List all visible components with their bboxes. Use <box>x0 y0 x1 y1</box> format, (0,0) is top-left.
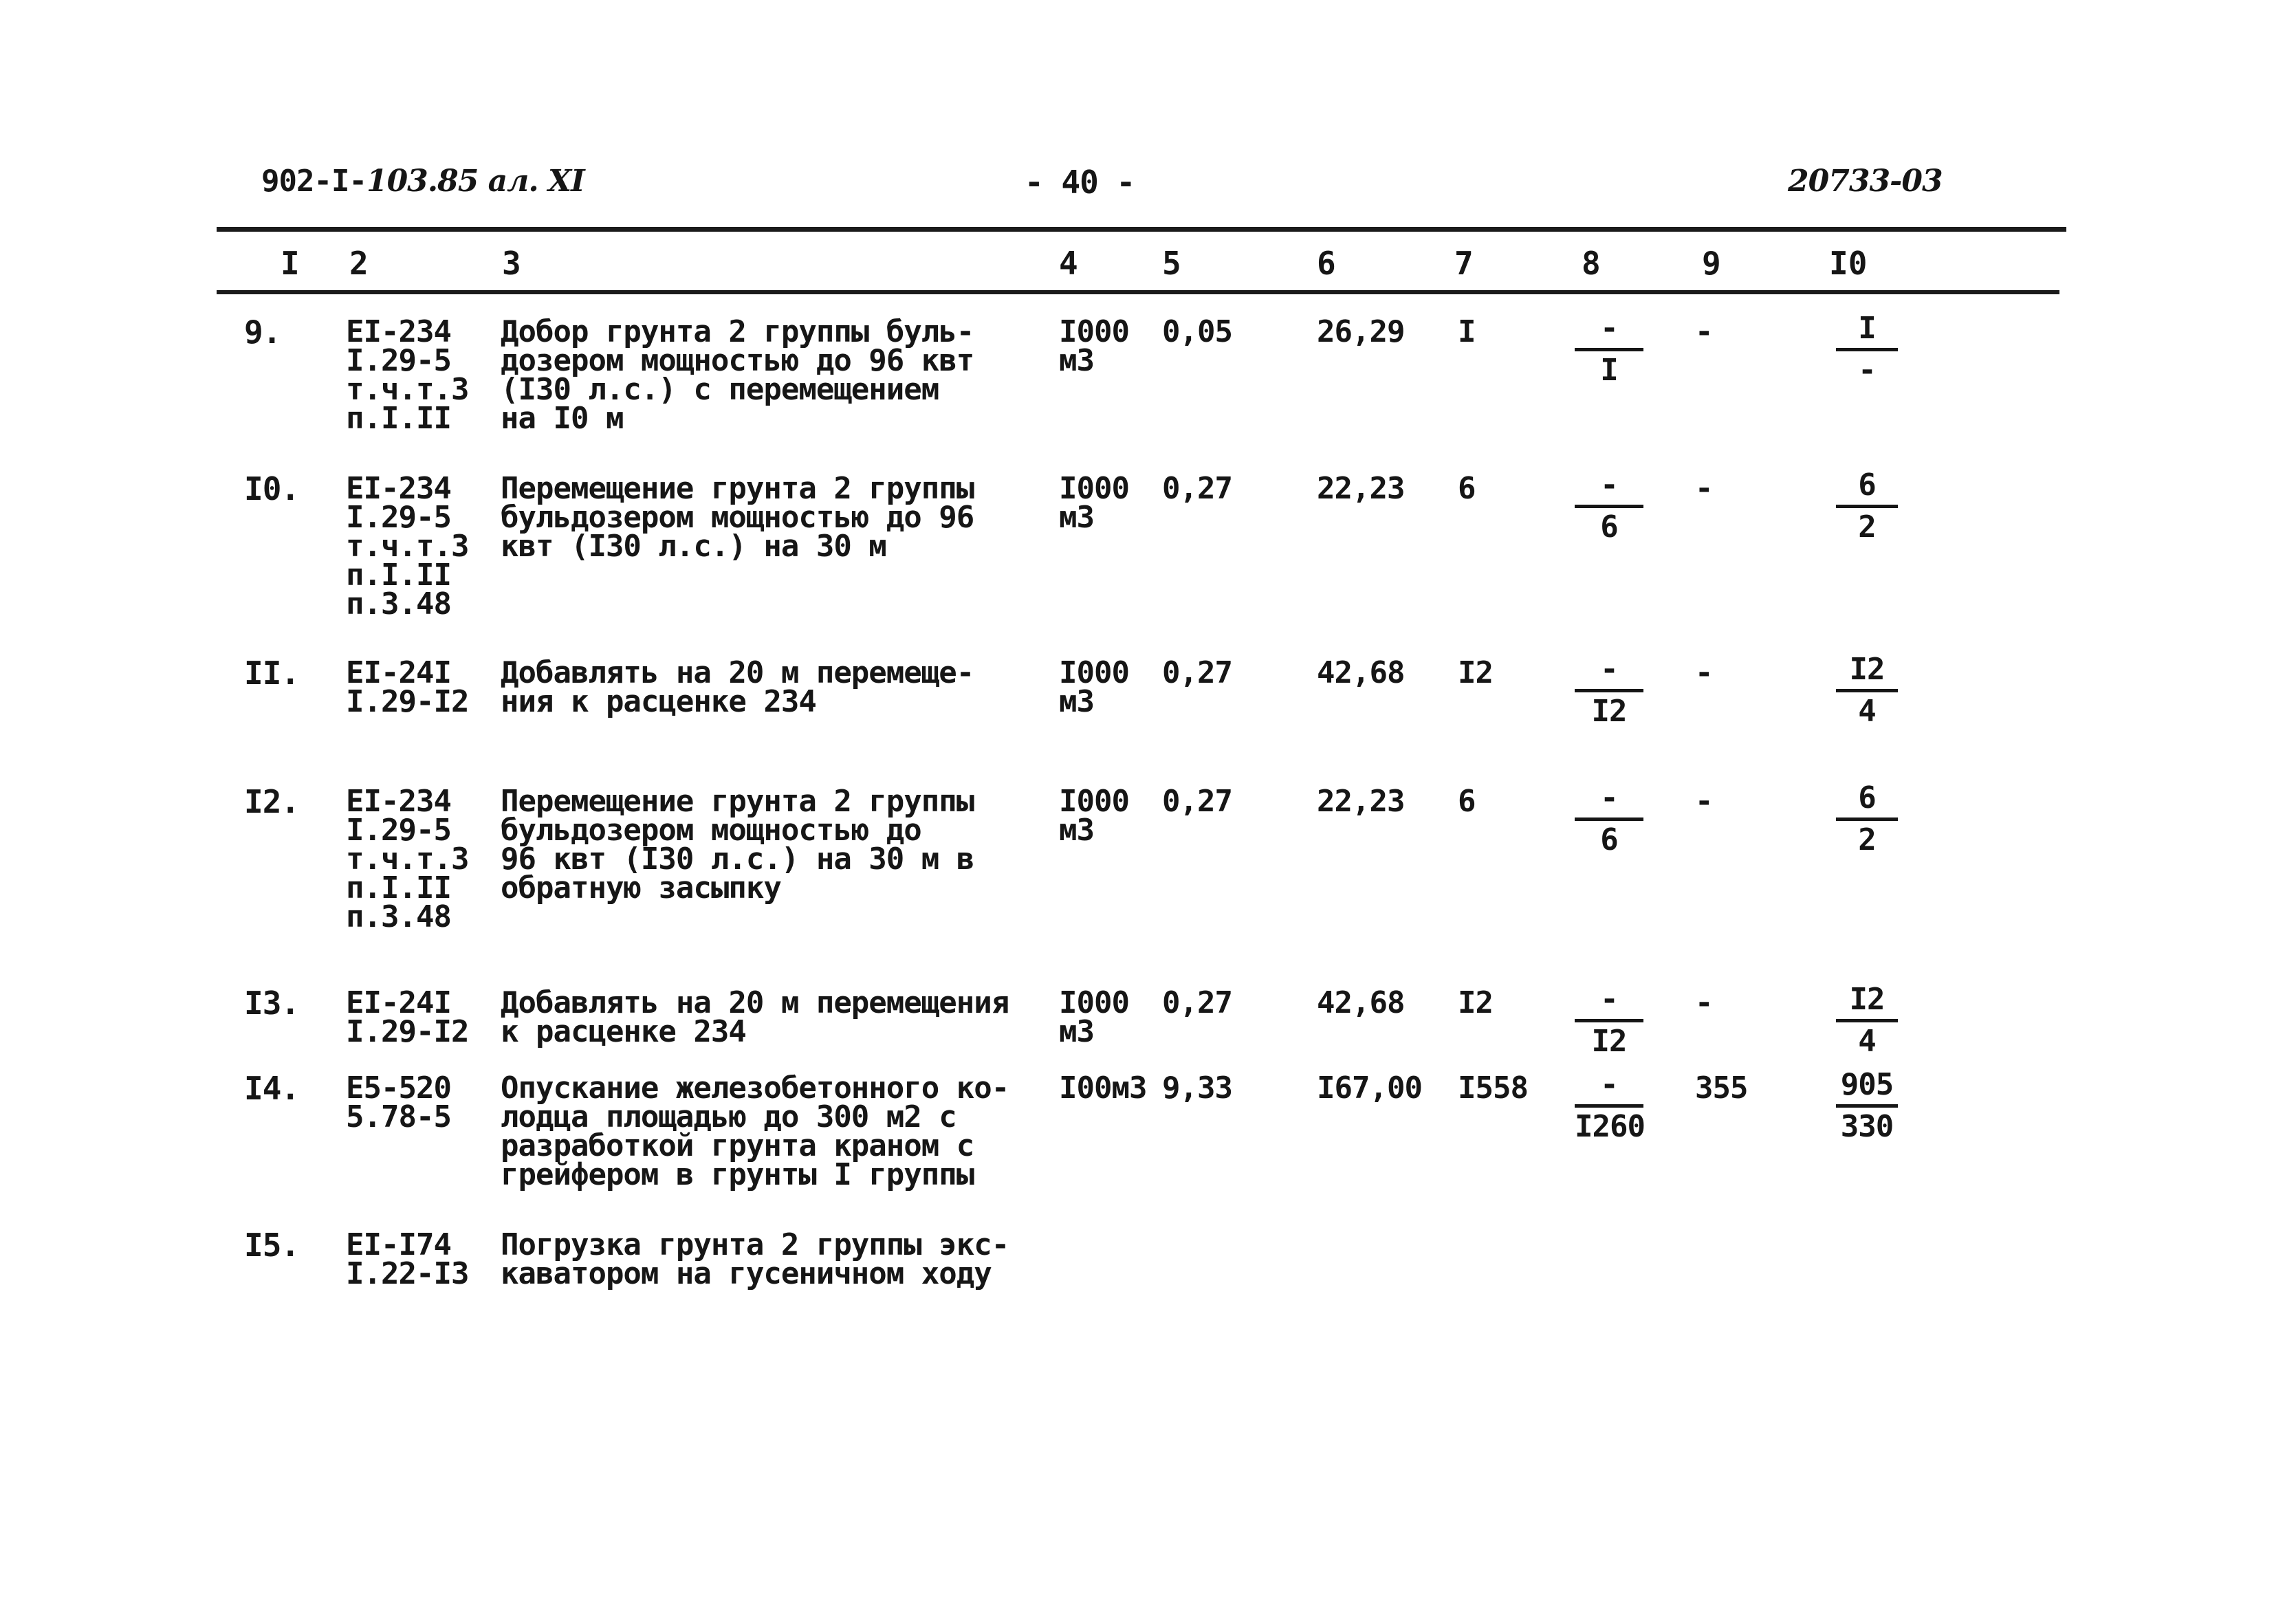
row-col9: - <box>1695 985 1713 1020</box>
row-description-line: бульдозером мощностью до <box>501 813 921 848</box>
row-col8-fraction-denominator: 6 <box>1600 509 1618 545</box>
row-description-line: обратную засыпку <box>501 870 781 906</box>
row-col8-fraction-numerator: - <box>1600 311 1618 346</box>
row-code-line: п.I.II <box>346 870 451 906</box>
row-total: I2 <box>1458 985 1493 1020</box>
row-code-line: I.29-5 <box>346 500 451 535</box>
row-unit-price: 26,29 <box>1317 314 1405 349</box>
row-unit-line: I000 <box>1059 784 1129 819</box>
row-code-line: I.29-I2 <box>346 684 469 719</box>
row-col9: - <box>1695 471 1713 506</box>
row-unit-price: 22,23 <box>1317 784 1405 819</box>
row-col10-fraction-numerator: I2 <box>1849 982 1885 1017</box>
row-description-line: разработкой грунта краном с <box>501 1128 974 1163</box>
row-number: 9. <box>244 314 281 351</box>
row-col9: 355 <box>1695 1071 1748 1106</box>
row-unit-line: I000 <box>1059 985 1129 1020</box>
row-col10-fraction-denominator: 4 <box>1858 1024 1876 1059</box>
row-code-line: I.29-I2 <box>346 1014 469 1049</box>
row-col10-fraction-numerator: I <box>1858 311 1876 346</box>
row-description-line: (I30 л.с.) с перемещением <box>501 372 939 407</box>
row-col8-fraction-bar <box>1575 1019 1643 1022</box>
row-code-line: т.ч.т.3 <box>346 529 469 564</box>
row-col8-fraction <box>1575 982 1643 1060</box>
row-col10-fraction-denominator: 2 <box>1858 822 1876 857</box>
row-col8-fraction-denominator: I2 <box>1591 1024 1627 1059</box>
row-unit-line: м3 <box>1059 813 1094 848</box>
row-quantity: 0,27 <box>1162 655 1232 690</box>
row-col10-fraction-bar <box>1836 1104 1898 1108</box>
row-col10-fraction-bar <box>1836 818 1898 821</box>
row-code-line: I.22-I3 <box>346 1256 469 1291</box>
column-header-2: 2 <box>349 245 369 282</box>
row-col10-fraction-bar <box>1836 1019 1898 1022</box>
row-col8-fraction-numerator: - <box>1600 982 1618 1017</box>
row-total: I <box>1458 314 1476 349</box>
row-description-line: Перемещение грунта 2 группы <box>501 471 974 506</box>
row-quantity: 0,05 <box>1162 314 1232 349</box>
row-number: II. <box>244 655 300 692</box>
row-col8-fraction-numerator: - <box>1600 468 1618 503</box>
column-header-6: 6 <box>1317 245 1336 282</box>
row-unit-line: м3 <box>1059 1014 1094 1049</box>
row-col10-fraction-bar <box>1836 505 1898 508</box>
document-code-handwritten: 103.85 ал. XI <box>366 164 584 199</box>
row-col9: - <box>1695 655 1713 690</box>
row-quantity: 0,27 <box>1162 471 1232 506</box>
row-col10-fraction-denominator: 330 <box>1840 1109 1894 1144</box>
row-code-line: E5-520 <box>346 1071 451 1106</box>
row-description-line: на I0 м <box>501 401 624 436</box>
row-code-line: EI-24I <box>346 655 451 690</box>
row-col10-fraction-numerator: 6 <box>1858 780 1876 815</box>
document-number: 20733-03 <box>1788 164 1943 199</box>
column-header-5: 5 <box>1162 245 1181 282</box>
row-col10-fraction-denominator: 2 <box>1858 509 1876 545</box>
row-col10-fraction <box>1836 468 1898 545</box>
row-total: 6 <box>1458 784 1476 819</box>
row-unit-line: м3 <box>1059 684 1094 719</box>
row-unit-price: 42,68 <box>1317 655 1405 690</box>
row-col8-fraction-numerator: - <box>1600 1067 1618 1102</box>
row-quantity: 9,33 <box>1162 1071 1232 1106</box>
row-unit-line: м3 <box>1059 500 1094 535</box>
row-col9: - <box>1695 784 1713 819</box>
row-unit-price: 42,68 <box>1317 985 1405 1020</box>
row-description-line: каватором на гусеничном ходу <box>501 1256 992 1291</box>
row-description-line: Добавлять на 20 м перемещения <box>501 985 1009 1020</box>
row-code-line: EI-24I <box>346 985 451 1020</box>
row-total: I558 <box>1458 1071 1528 1106</box>
row-col8-fraction-bar <box>1575 818 1643 821</box>
row-col10-fraction <box>1836 780 1898 858</box>
row-col8-fraction-bar <box>1575 505 1643 508</box>
column-header-10: I0 <box>1829 245 1868 282</box>
column-header-7: 7 <box>1454 245 1474 282</box>
row-unit-line: I000 <box>1059 655 1129 690</box>
row-number: I4. <box>244 1070 300 1107</box>
row-col10-fraction-numerator: 6 <box>1858 468 1876 503</box>
row-col10-fraction-bar <box>1836 348 1898 351</box>
row-description-line: Погрузка грунта 2 группы экс- <box>501 1227 1009 1262</box>
row-number: I3. <box>244 985 300 1022</box>
row-unit-price: I67,00 <box>1317 1071 1422 1106</box>
row-col8-fraction-bar <box>1575 689 1643 692</box>
row-col10-fraction-bar <box>1836 689 1898 692</box>
row-number: I5. <box>244 1227 300 1264</box>
table-top-rule <box>217 227 2066 232</box>
row-description-line: Добор грунта 2 группы буль- <box>501 314 974 349</box>
table-header-rule <box>217 290 2059 294</box>
row-col8-fraction-numerator: - <box>1600 780 1618 815</box>
row-code-line: EI-234 <box>346 784 451 819</box>
row-code-line: п.3.48 <box>346 586 451 622</box>
row-col8-fraction-denominator: I <box>1600 353 1618 388</box>
row-col8-fraction-bar <box>1575 348 1643 351</box>
row-description-line: 96 квт (I30 л.с.) на 30 м в <box>501 842 974 877</box>
row-quantity: 0,27 <box>1162 985 1232 1020</box>
row-col8-fraction <box>1575 468 1643 545</box>
row-unit-line: I000 <box>1059 471 1129 506</box>
row-unit-line: I00м3 <box>1059 1071 1147 1106</box>
column-header-8: 8 <box>1582 245 1601 282</box>
row-col10-fraction <box>1836 311 1898 388</box>
column-header-3: 3 <box>502 245 521 282</box>
row-number: I0. <box>244 470 300 507</box>
row-code-line: EI-I74 <box>346 1227 451 1262</box>
row-description-line: квт (I30 л.с.) на 30 м <box>501 529 886 564</box>
row-code-line: EI-234 <box>346 471 451 506</box>
page-number: - 40 - <box>1025 164 1135 201</box>
row-description-line: лодца площадью до 300 м2 с <box>501 1099 956 1134</box>
row-code-line: п.I.II <box>346 401 451 436</box>
row-description-line: Перемещение грунта 2 группы <box>501 784 974 819</box>
row-description-line: Опускание железобетонного ко- <box>501 1071 1009 1106</box>
row-code-line: п.3.48 <box>346 899 451 934</box>
row-code-line: п.I.II <box>346 558 451 593</box>
row-code-line: т.ч.т.3 <box>346 842 469 877</box>
row-col10-fraction <box>1836 1067 1898 1145</box>
row-col8-fraction <box>1575 1067 1643 1145</box>
document-code <box>261 164 584 199</box>
row-col8-fraction <box>1575 311 1643 388</box>
row-col8-fraction-numerator: - <box>1600 652 1618 687</box>
column-header-1: I <box>281 245 300 282</box>
row-description-line: бульдозером мощностью до 96 <box>501 500 974 535</box>
row-col8-fraction-denominator: I2 <box>1591 694 1627 729</box>
row-col8-fraction <box>1575 780 1643 858</box>
row-description-line: дозером мощностью до 96 квт <box>501 343 974 378</box>
row-col10-fraction-numerator: I2 <box>1849 652 1885 687</box>
row-description-line: к расценке 234 <box>501 1014 746 1049</box>
row-col10-fraction-denominator: 4 <box>1858 694 1876 729</box>
row-total: 6 <box>1458 471 1476 506</box>
row-col10-fraction <box>1836 982 1898 1060</box>
row-col9: - <box>1695 314 1713 349</box>
row-col8-fraction-denominator: 6 <box>1600 822 1618 857</box>
row-col8-fraction-denominator: I260 <box>1575 1109 1645 1144</box>
row-quantity: 0,27 <box>1162 784 1232 819</box>
row-unit-line: м3 <box>1059 343 1094 378</box>
column-header-9: 9 <box>1702 245 1721 282</box>
column-header-4: 4 <box>1059 245 1078 282</box>
row-code-line: I.29-5 <box>346 813 451 848</box>
row-code-line: EI-234 <box>346 314 451 349</box>
row-code-line: I.29-5 <box>346 343 451 378</box>
row-col10-fraction-numerator: 905 <box>1840 1067 1894 1102</box>
document-code-printed: 902-I- <box>261 164 367 199</box>
row-description-line: Добавлять на 20 м перемеще- <box>501 655 974 690</box>
row-unit-price: 22,23 <box>1317 471 1405 506</box>
row-col8-fraction-bar <box>1575 1104 1643 1108</box>
row-code-line: 5.78-5 <box>346 1099 451 1134</box>
row-description-line: грейфером в грунты I группы <box>501 1157 974 1192</box>
row-col10-fraction <box>1836 652 1898 729</box>
row-description-line: ния к расценке 234 <box>501 684 816 719</box>
row-col10-fraction-denominator: - <box>1858 353 1876 388</box>
row-unit-line: I000 <box>1059 314 1129 349</box>
row-code-line: т.ч.т.3 <box>346 372 469 407</box>
row-total: I2 <box>1458 655 1493 690</box>
row-col8-fraction <box>1575 652 1643 729</box>
row-number: I2. <box>244 783 300 820</box>
